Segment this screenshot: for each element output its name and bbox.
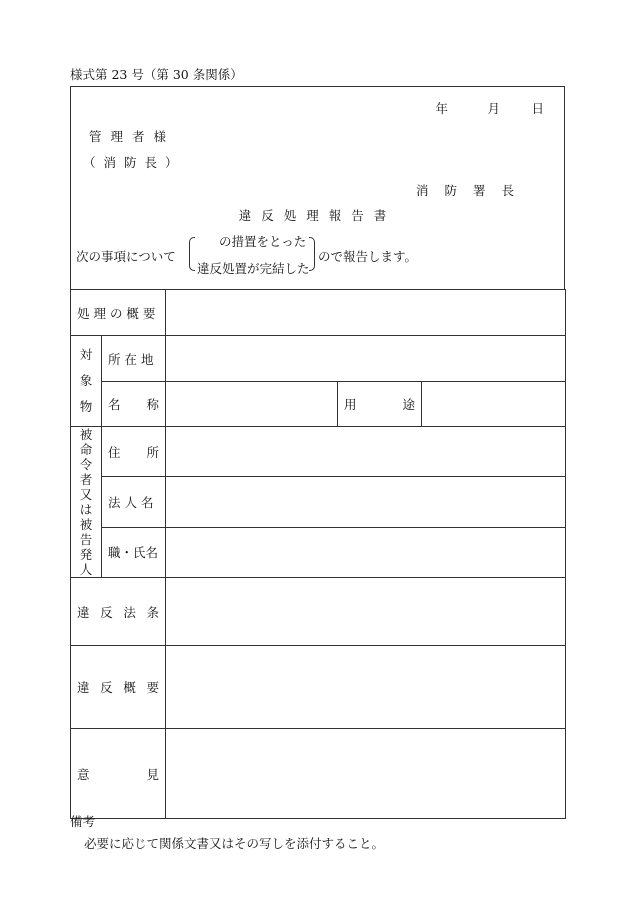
option-measure-taken: の措置をとった: [219, 234, 307, 249]
job-name-label: 職・氏名: [102, 527, 166, 577]
sender: 消防署長: [415, 183, 530, 198]
use-field[interactable]: [422, 382, 566, 427]
violation-law-label: 違 反 法 条: [71, 578, 166, 646]
report-table: [70, 289, 566, 819]
form-number: 様式第 23 号（第 30 条関係）: [70, 67, 243, 82]
right-bracket: [309, 237, 315, 271]
person-group-label: 被命令者又は被告発人: [71, 427, 102, 578]
violation-summary-field[interactable]: [166, 646, 566, 729]
addressee: 管理者様: [89, 129, 176, 144]
opinion-field[interactable]: [166, 729, 566, 819]
intro-line: [76, 235, 556, 275]
table-row: [71, 382, 566, 427]
name-field[interactable]: [166, 382, 338, 427]
table-row: [71, 527, 566, 577]
table-row: [71, 427, 566, 477]
day-label: 日: [531, 101, 544, 116]
violation-summary-label: 違 反 概 要: [71, 646, 166, 729]
corporation-field[interactable]: [166, 477, 566, 527]
location-label: 所 在 地: [102, 336, 166, 382]
opinion-label: 意 見: [71, 729, 166, 819]
location-field[interactable]: [166, 336, 566, 382]
remarks-title: 備考: [70, 814, 96, 829]
report-header: [70, 86, 565, 289]
date-line: [435, 99, 544, 117]
table-row: [71, 477, 566, 527]
name-label: 名 称: [102, 382, 166, 427]
left-bracket: [189, 237, 195, 271]
year-label: 年: [435, 101, 448, 116]
corporation-label: 法 人 名: [102, 477, 166, 527]
table-row: [71, 578, 566, 646]
table-row: [71, 729, 566, 819]
address-label: 住 所: [102, 427, 166, 477]
object-group-label: 対象物: [71, 336, 102, 427]
job-name-field[interactable]: [166, 527, 566, 577]
month-label: 月: [487, 101, 500, 116]
use-label: 用 途: [338, 382, 422, 427]
intro-lead: 次の事項について: [76, 249, 176, 264]
addressee-sub: （消防長）: [83, 155, 186, 170]
table-row: [71, 336, 566, 382]
processing-summary-label: 処 理 の 概 要: [71, 290, 166, 336]
table-row: [71, 646, 566, 729]
document-title: 違反処理報告書: [238, 208, 397, 223]
processing-summary-field[interactable]: [166, 290, 566, 336]
option-completed: 違反処置が完結した: [197, 261, 310, 276]
table-row: [71, 290, 566, 336]
remarks-text: 必要に応じて関係文書又はその写しを添付すること。: [84, 836, 385, 851]
violation-law-field[interactable]: [166, 578, 566, 646]
address-field[interactable]: [166, 427, 566, 477]
intro-tail: ので報告します。: [318, 249, 418, 264]
